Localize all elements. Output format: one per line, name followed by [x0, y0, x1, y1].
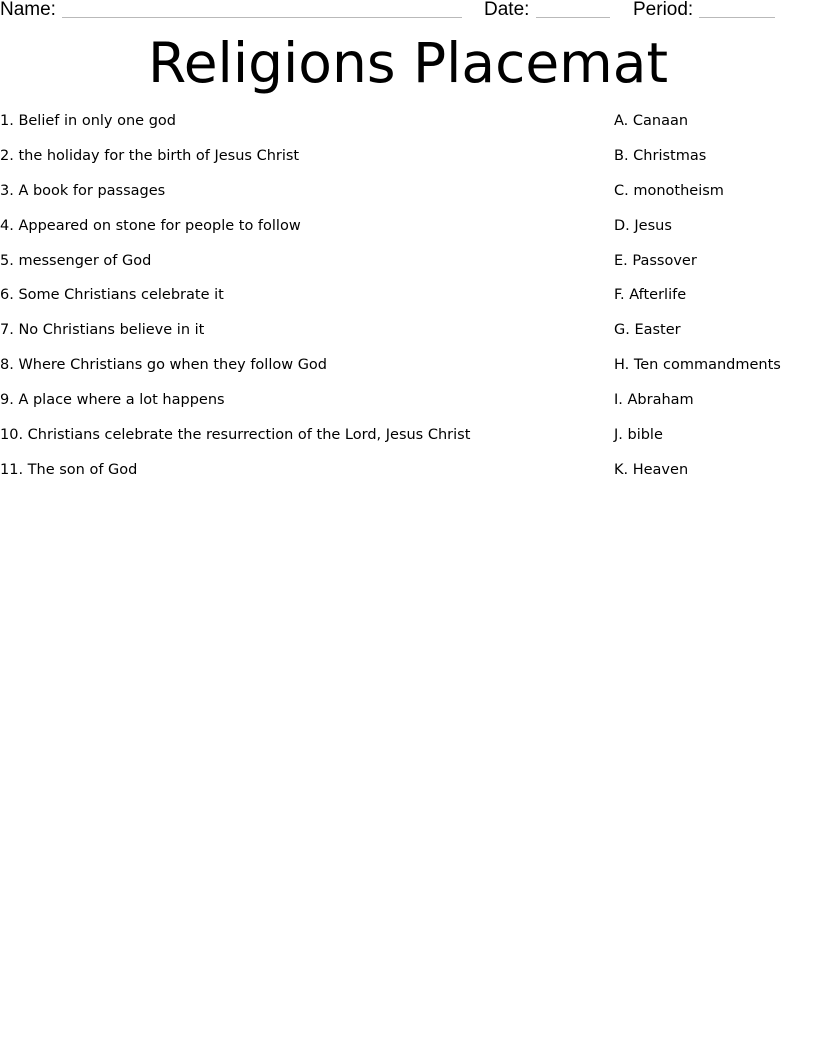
page-title: Religions Placemat: [147, 31, 669, 95]
clue-item: 9. A place where a lot happens: [0, 392, 225, 409]
clue-item: 1. Belief in only one god: [0, 113, 176, 129]
answer-item: K. Heaven: [614, 461, 689, 478]
period-blank[interactable]: [699, 17, 775, 18]
answer-item: F. Afterlife: [614, 287, 687, 304]
date-label: Date:: [484, 0, 530, 20]
answer-item: C. monotheism: [614, 182, 724, 199]
clue-item: 6. Some Christians celebrate it: [0, 287, 224, 304]
answer-item: G. Easter: [614, 322, 681, 339]
answer-item: E. Passover: [614, 252, 697, 269]
date-blank[interactable]: [536, 17, 610, 18]
answer-item: I. Abraham: [614, 392, 694, 409]
clue-list: [0, 111, 600, 495]
answer-item: A. Canaan: [614, 113, 689, 129]
clue-item: 2. the holiday for the birth of Jesus Christ: [0, 147, 300, 164]
clue-item: 7. No Christians believe in it: [0, 322, 205, 339]
clue-item: 3. A book for passages: [0, 182, 166, 199]
worksheet-header: [0, 0, 816, 22]
answer-item: B. Christmas: [614, 147, 707, 164]
answer-item: H. Ten commandments: [614, 357, 781, 374]
answer-item: J. bible: [614, 427, 663, 444]
clue-item: 5. messenger of God: [0, 252, 152, 269]
name-label: Name:: [0, 0, 56, 20]
clue-item: 4. Appeared on stone for people to follow: [0, 217, 301, 234]
clue-item: 11. The son of God: [0, 461, 138, 478]
name-blank[interactable]: [62, 17, 462, 18]
answer-item: D. Jesus: [614, 217, 672, 234]
clue-item: 8. Where Christians go when they follow God: [0, 357, 328, 374]
clue-item: 10. Christians celebrate the resurrection of the Lord, Jesus Christ: [0, 427, 471, 444]
period-label: Period:: [633, 0, 694, 20]
answer-list: [614, 111, 814, 495]
